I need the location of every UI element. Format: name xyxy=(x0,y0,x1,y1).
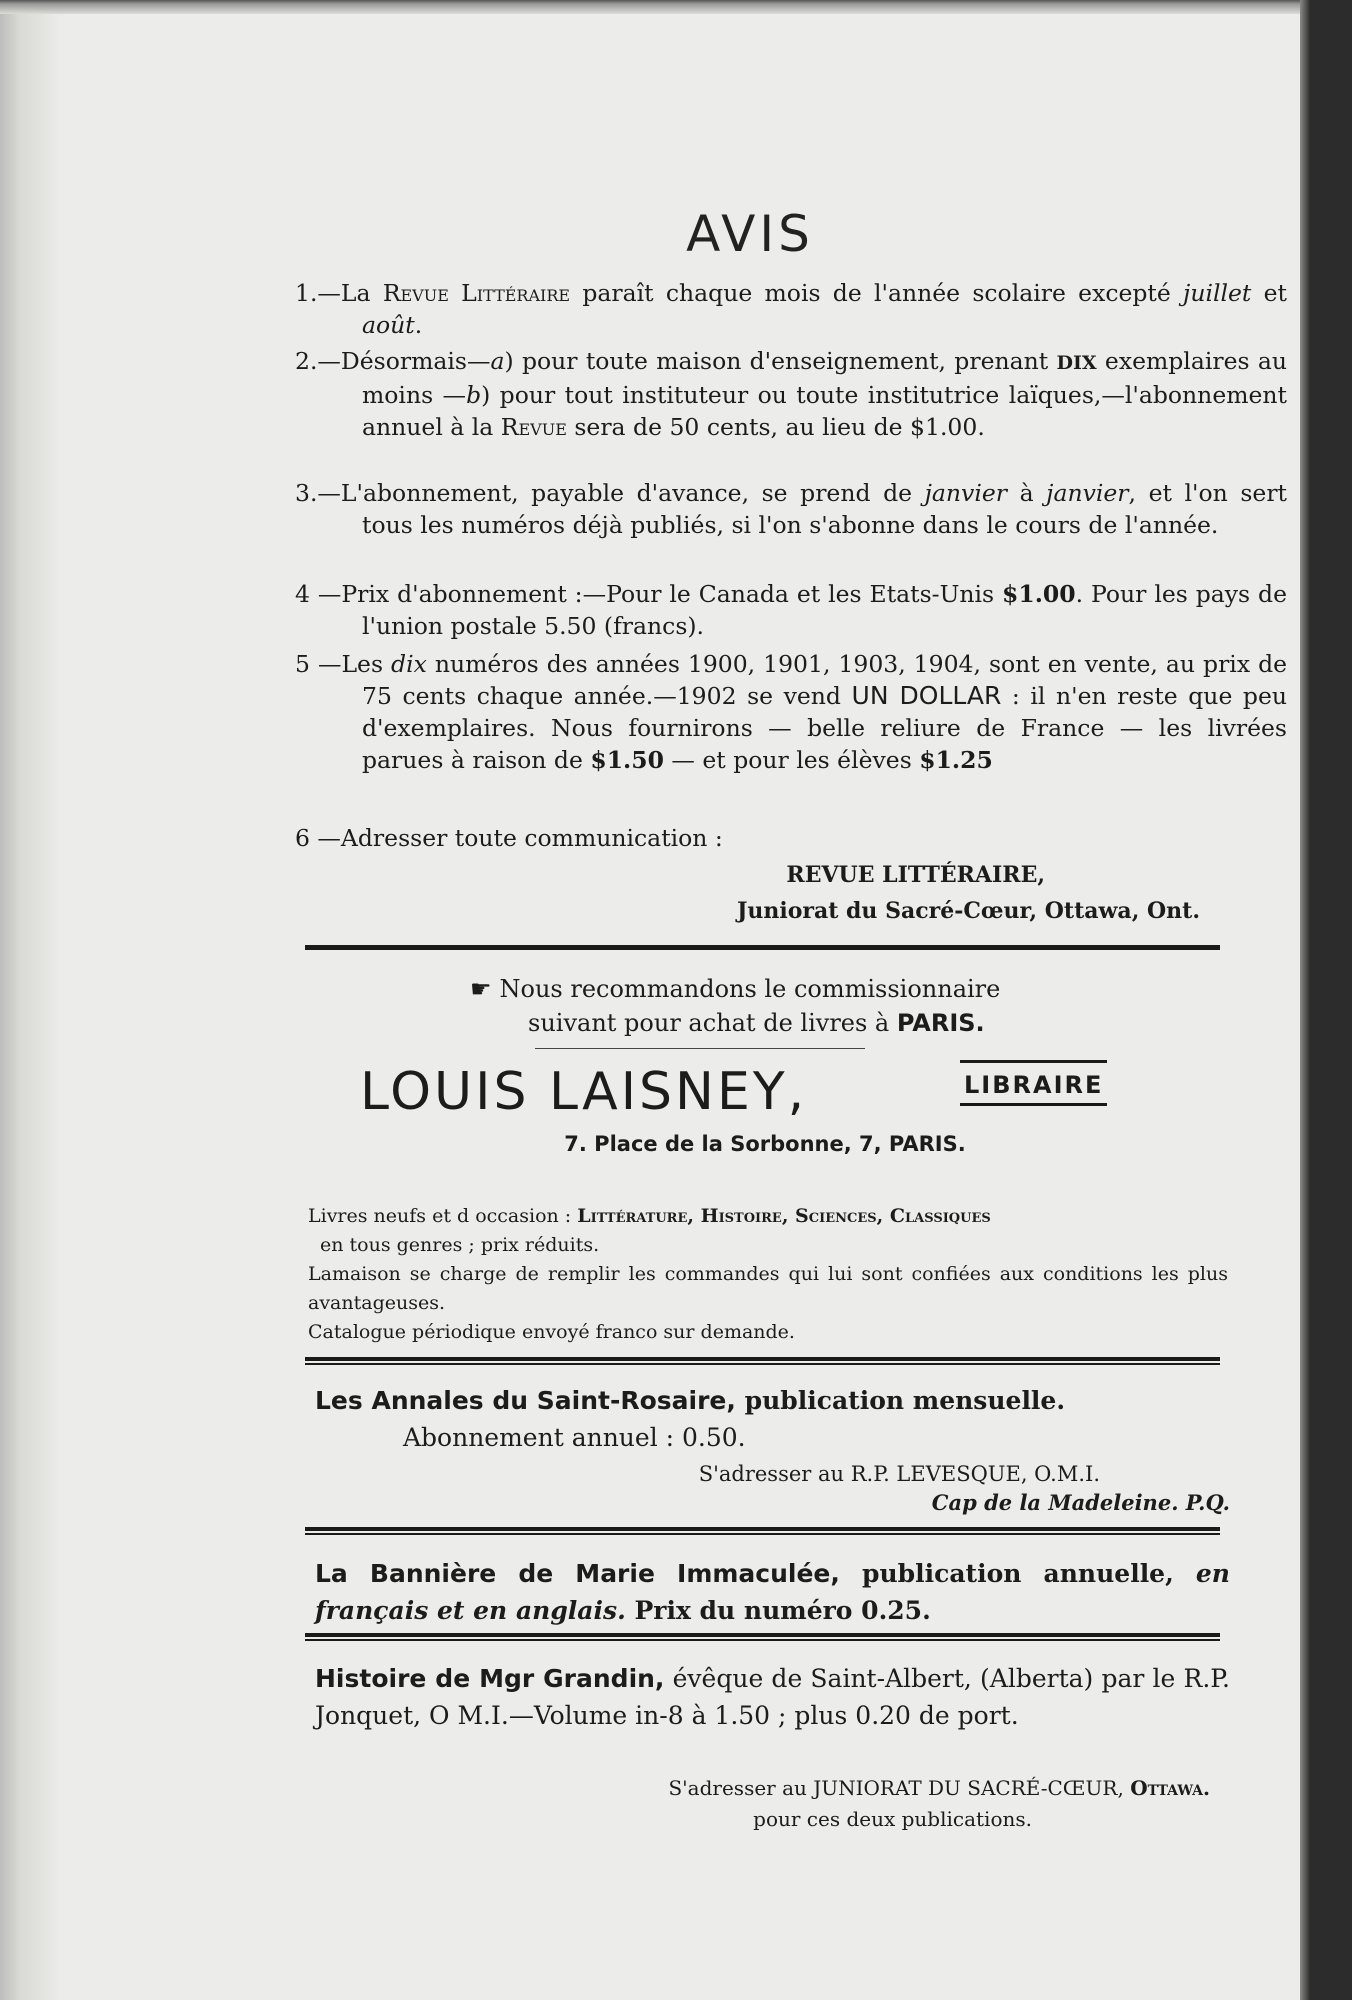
annales-ad: Les Annales du Saint-Rosaire, publication mensuelle. Abonnement annuel : 0.50. xyxy=(315,1386,1066,1452)
address-line-2: Juniorat du Sacré-Cœur, Ottawa, Ont. xyxy=(736,898,1200,924)
histoire-contact: S'adresser au JUNIORAT DU SACRÉ-CŒUR, Ottawa. xyxy=(668,1776,1210,1800)
section-rule xyxy=(305,945,1220,950)
avis-item-6: 6 —Adresser toute communication : xyxy=(295,824,723,852)
section-rule xyxy=(305,1527,1220,1535)
address-line-1: REVUE LITTÉRAIRE, xyxy=(786,862,1045,888)
item-number: 1.— xyxy=(295,279,341,307)
avis-title: AVIS xyxy=(686,205,814,263)
avis-item-2: 2.—Désormais—a) pour toute maison d'enseignement, prenant DIX exemplaires au moins —b) pour tout instituteur ou toute institutrice laïques,—l'abonnement annuel à la Revue sera de 50 cents, au lieu de $1.00. xyxy=(295,347,1287,441)
recommendation: ☛ Nous recommandons le commissionnaire suivant pour achat de livres à PARIS. xyxy=(470,975,1001,1037)
section-rule xyxy=(305,1633,1220,1641)
avis-item-3: 3.—L'abonnement, payable d'avance, se prend de janvier à janvier, et l'on sert tous les numéros déjà publiés, si l'on s'abonne dans le cours de l'année. xyxy=(295,479,1287,539)
annales-location: Cap de la Madeleine. P.Q. xyxy=(931,1490,1230,1515)
section-rule xyxy=(305,1357,1220,1365)
banniere-ad: La Bannière de Marie Immaculée, publication annuelle, en français et en anglais. Prix du numéro 0.25. xyxy=(315,1559,1230,1625)
page-border-right xyxy=(1300,0,1352,2000)
avis-item-1: 1.—La Revue Littéraire paraît chaque mois de l'année scolaire excepté juillet et août. xyxy=(295,279,1287,339)
avis-item-4: 4 —Prix d'abonnement :—Pour le Canada et les Etats-Unis $1.00. Pour les pays de l'union postale 5.50 (francs). xyxy=(295,580,1287,640)
pointing-hand-icon: ☛ xyxy=(470,975,492,1003)
annales-contact: S'adresser au R.P. LEVESQUE, O.M.I. xyxy=(698,1462,1100,1486)
bookseller-description: Livres neufs et d occasion : Littérature, Histoire, Sciences, Classiques en tous genres ; prix réduits. Lamaison se charge de remplir les commandes qui lui sont confiées aux conditions les plus avantageuses. Catalogue périodique envoyé franco sur demande. xyxy=(308,1205,1228,1343)
bookseller-address: 7. Place de la Sorbonne, 7, PARIS. xyxy=(564,1132,966,1156)
short-rule xyxy=(535,1048,865,1049)
histoire-contact-2: pour ces deux publications. xyxy=(753,1807,1032,1831)
avis-item-5: 5 —Les dix numéros des années 1900, 1901, 1903, 1904, sont en vente, au prix de 75 cents chaque année.—1902 se vend UN DOLLAR : il n'en reste que peu d'exemplaires. Nous fournirons — belle reliure de France — les livrées parues à raison de $1.50 — et pour les élèves $1.25 xyxy=(295,650,1288,774)
histoire-ad: Histoire de Mgr Grandin, évêque de Saint-Albert, (Alberta) par le R.P. Jonquet, O M.I.—Volume in-8 à 1.50 ; plus 0.20 de port. xyxy=(315,1664,1230,1730)
libraire-label: LIBRAIRE xyxy=(960,1060,1107,1106)
bookseller-name: LOUIS LAISNEY, xyxy=(360,1062,808,1122)
